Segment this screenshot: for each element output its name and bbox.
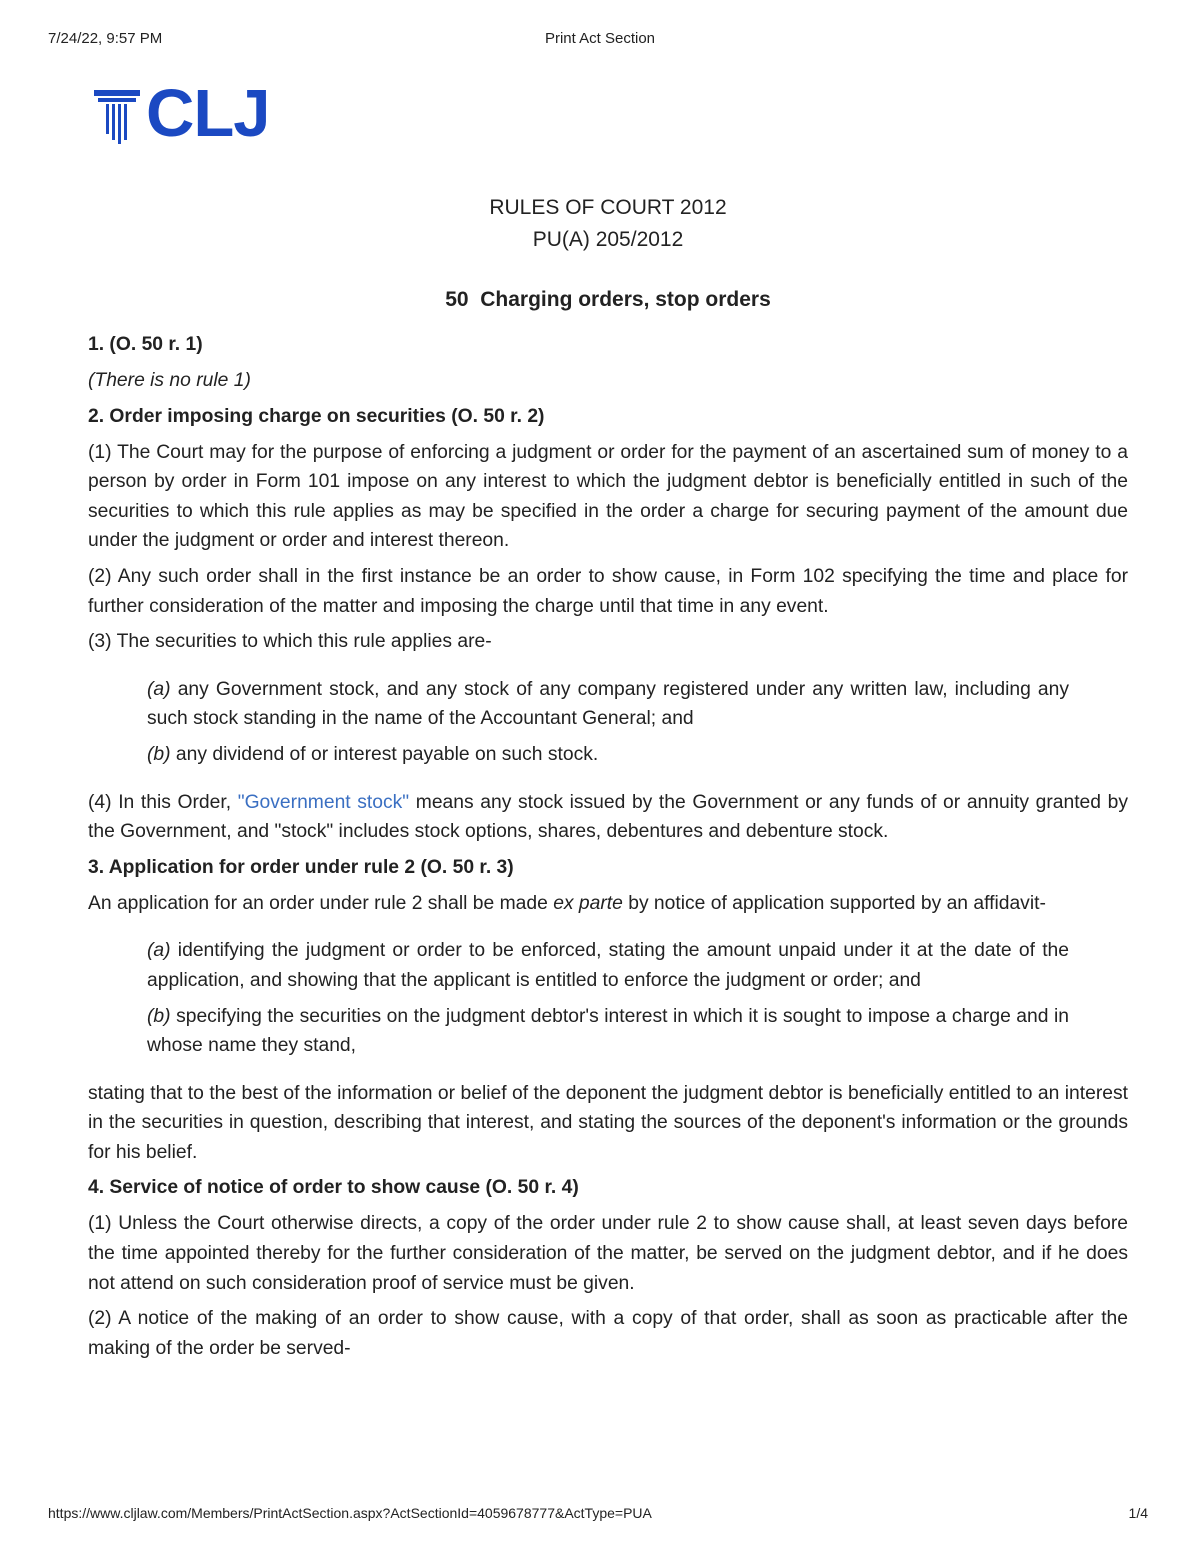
page-number: 1/4 — [1128, 1505, 1148, 1521]
item-label: (a) — [147, 678, 171, 700]
rule-2-para-4 — [88, 788, 1128, 847]
rule-2-para-1: (1) The Court may for the purpose of enforcing a judgment or order for the payment of an ascertained sum of money to a person by order in Form 101 impose on any interest to which the judgment debtor is beneficially entitled in such of the securities to which this rule applies as may be specified in the order a charge for securing payment of the amount due under the judgment or order and interest thereon. — [88, 441, 1128, 552]
rule-4-para-2: (2) A notice of the making of an order to show cause, with a copy of that order, shall as soon as practicable after the making of the order be served- — [88, 1308, 1128, 1359]
rule-2-item-a — [147, 675, 1069, 734]
rule-1-heading: 1. (O. 50 r. 1) — [88, 334, 203, 355]
clj-logo — [92, 76, 270, 151]
item-text: any dividend of or interest payable on such stock. — [170, 743, 599, 765]
document-body — [88, 192, 1128, 1369]
ex-parte-text: ex parte — [553, 892, 623, 914]
item-label: (b) — [147, 1005, 171, 1027]
print-title: Print Act Section — [544, 30, 656, 47]
footer-url[interactable]: https://www.cljlaw.com/Members/PrintActSection.aspx?ActSectionId=4059678777&ActType=PUA — [48, 1505, 652, 1521]
rule-3-sublist — [88, 936, 1128, 1060]
para-text: (4) In this Order, — [88, 791, 238, 813]
rule-2-para-3: (3) The securities to which this rule applies are- — [88, 631, 492, 653]
document-subtitle: PU(A) 205/2012 — [532, 228, 684, 251]
item-text: any Government stock, and any stock of any company registered under any written law, including any such stock standing in the name of the Accountant General; and — [147, 678, 1069, 730]
rule-3-closing: stating that to the best of the information or belief of the deponent the judgment debtor is beneficially entitled to an interest in the securities in question, describing that interest, and stating the sources of the deponent's information or the grounds for his belief. — [88, 1082, 1128, 1163]
item-label: (a) — [147, 940, 171, 962]
document-title: RULES OF COURT 2012 — [489, 196, 727, 219]
para-text: An application for an order under rule 2 shall be made — [88, 892, 554, 914]
rule-2-heading: 2. Order imposing charge on securities (O. 50 r. 2) — [88, 405, 545, 427]
para-text: means any stock issued by the Government or any funds of or annuity granted by the Government, and "stock" includes stock options, shares, debentures and debenture stock. — [88, 791, 1128, 843]
rule-3-item-b — [147, 1002, 1069, 1061]
item-label: (b) — [147, 743, 171, 765]
para-text: by notice of application supported by an affidavit- — [622, 892, 1046, 914]
government-stock-link[interactable]: "Government stock" — [237, 791, 410, 813]
rule-3-intro — [88, 889, 1128, 919]
item-text: identifying the judgment or order to be enforced, stating the amount unpaid under it at the date of the application, and showing that the applicant is entitled to enforce the judgment or order; and — [147, 940, 1069, 991]
rule-4-para-1: (1) Unless the Court otherwise directs, a copy of the order under rule 2 to show cause shall, at least seven days before the time appointed thereby for the further consideration of the matter, be served on the judgment debtor, and if he does not attend on such consideration proof of service must be given. — [88, 1213, 1128, 1294]
rule-4-heading: 4. Service of notice of order to show cause (O. 50 r. 4) — [88, 1177, 579, 1199]
rule-2-para-2: (2) Any such order shall in the first instance be an order to show cause, in Form 102 specifying the time and place for further consideration of the matter and imposing the charge until that time in any event. — [88, 565, 1128, 617]
rule-3-item-a — [147, 936, 1069, 995]
item-text: specifying the securities on the judgment debtor's interest in which it is sought to impose a charge and in whose name they stand, — [147, 1005, 1069, 1057]
logo-text: CLJ — [146, 76, 270, 151]
order-title: 50 Charging orders, stop orders — [445, 288, 771, 311]
rule-3-heading: 3. Application for order under rule 2 (O. 50 r. 3) — [88, 856, 514, 878]
rule-2-sublist — [88, 675, 1128, 770]
rule-1-note: (There is no rule 1) — [88, 370, 251, 391]
rule-2-item-b — [147, 740, 1069, 770]
print-date: 7/24/22, 9:57 PM — [48, 30, 163, 47]
pillar-icon — [92, 88, 142, 144]
print-footer — [48, 1505, 1148, 1521]
